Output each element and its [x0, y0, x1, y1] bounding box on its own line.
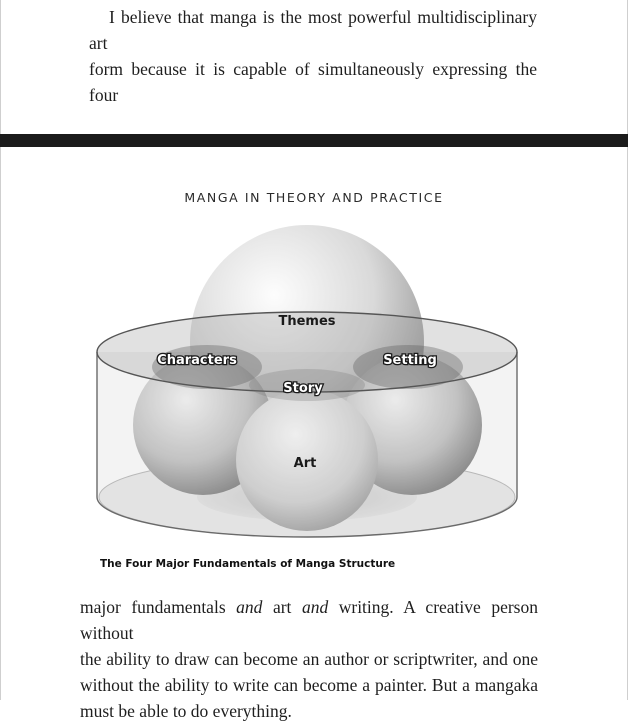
- top-page: [0, 0, 628, 134]
- manga-structure-figure: [60, 225, 560, 545]
- bottom-paragraph-line-2: the ability to draw can become an author or scriptwriter, and one: [80, 649, 538, 669]
- line1-emphasis-and-1: and: [236, 597, 263, 617]
- bottom-paragraph: [80, 594, 538, 724]
- figure-caption: The Four Major Fundamentals of Manga Structure: [100, 558, 396, 570]
- art-label: Art: [293, 456, 317, 471]
- bottom-paragraph-line-4: must be able to do everything.: [80, 701, 292, 721]
- setting-label: Setting: [383, 353, 437, 368]
- bottom-paragraph-line-3: without the ability to write can become a painter. But a mangaka: [80, 675, 538, 695]
- top-paragraph: [89, 4, 537, 108]
- page-divider: [0, 134, 628, 147]
- characters-label: Characters: [157, 353, 237, 368]
- line1-part-a: major fundamentals: [80, 597, 237, 617]
- running-head: MANGA IN THEORY AND PRACTICE: [184, 190, 444, 205]
- top-paragraph-line-2: form because it is capable of simultaneously expressing the four: [89, 59, 537, 105]
- line1-emphasis-and-2: and: [301, 597, 329, 617]
- themes-label: Themes: [278, 314, 336, 329]
- line1-part-e: writing. A creative person without: [80, 597, 538, 643]
- top-paragraph-line-1: I believe that manga is the most powerful multidisciplinary art: [89, 7, 537, 53]
- bottom-paragraph-line-1: [80, 594, 538, 646]
- story-label: Story: [283, 381, 323, 396]
- line1-part-c: art: [262, 597, 302, 617]
